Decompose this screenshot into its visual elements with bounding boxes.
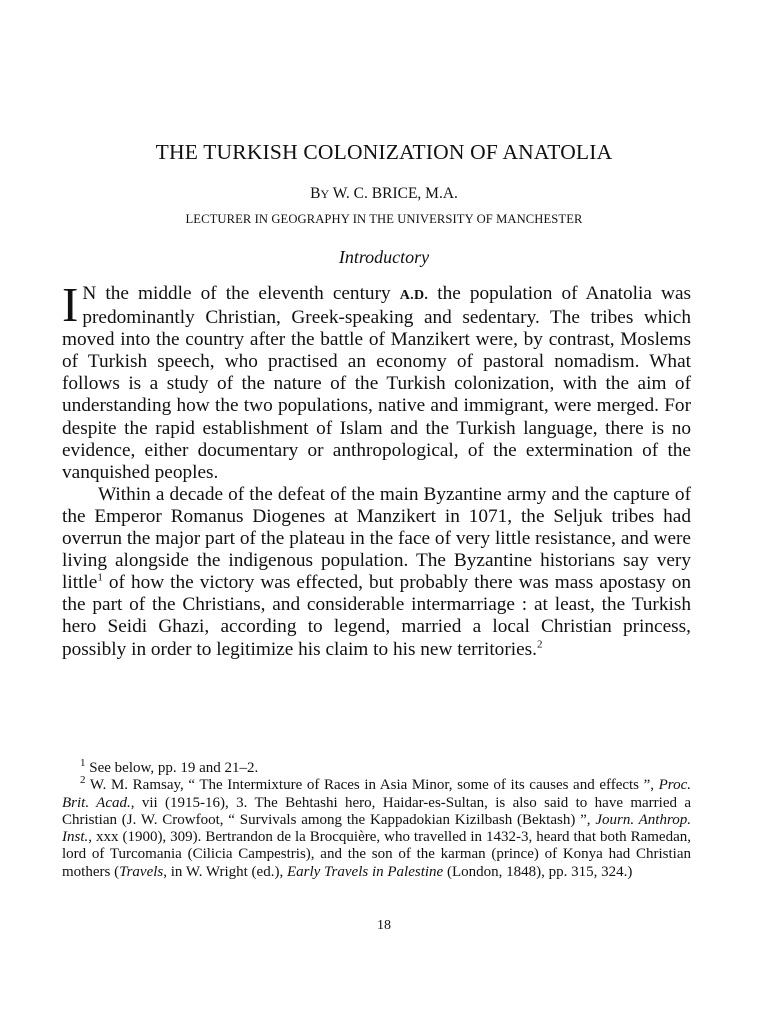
footnote-2-text-c: , vii (1915-16), 3. The Behtashi hero, Haidar-es-Sultan, is also said to have married a Christian (J. W. Crowfoot, “ Survivals among the Kappadokian Kizilbash (Bektash) ”, (62, 794, 691, 828)
footnote-2-text-g: , in W. Wright (ed.), (163, 863, 287, 880)
footnote-1-mark: 1 (80, 757, 86, 769)
author-affiliation: LECTURER IN GEOGRAPHY IN THE UNIVERSITY OF MANCHESTER (185, 212, 583, 226)
footnote-ref-1[interactable]: 1 (97, 571, 103, 584)
era-abbreviation: A.D. (399, 288, 429, 303)
drop-cap: I (62, 277, 79, 332)
paragraph-2-text-b: of how the victory was effected, but probably there was mass apostasy on the part of the Christians, and considerable intermarriage : at least, the Turkish hero Seidi Ghazi, according to legend, married a local Christian princess, possibly in order to legitimize his claim to his new territories. (62, 572, 691, 660)
section-heading: Introductory (338, 247, 430, 267)
paragraph-2 (62, 484, 691, 661)
footnote-2-mark: 2 (80, 774, 86, 787)
footnotes (62, 757, 691, 881)
byline (0, 185, 768, 203)
body-text (62, 277, 692, 661)
footnote-2-text-a: W. M. Ramsay, “ The Intermixture of Races in Asia Minor, some of its causes and effects ”, (85, 777, 659, 794)
footnote-2-text-e: , xxx (1900), 309). Bertrandon de la Brocquière, who travelled in 1432-3, heard that both Ramedan, lord of Turcomania (Cilicia Campestris), and the son of the karman (prince) of Konya had Christian mothers ( (62, 829, 691, 880)
page-number: 18 (377, 918, 391, 933)
paragraph-2-text-a: Within a decade of the defeat of the main Byzantine army and the capture of the Emperor Romanus Diogenes at Manzikert in 1071, the Seljuk tribes had overrun the major part of the plateau in the face of very little resistance, and were living alongside the indigenous population. The Byzantine historians say very little (62, 483, 691, 594)
paragraph-1-text-b: the population of Anatolia was predominantly Christian, Greek-speaking and sedentary. The tribes which moved into the country after the battle of Manzikert were, by contrast, Moslems of Turkish speech, who practised an economy of pastoral nomadism. What follows is a study of the nature of the Turkish colonization, with the aim of understanding how the two populations, native and immigrant, were merged. For despite the rapid establishment of Islam and the Turkish language, there is no evidence, either documentary or anthropological, of the extermination of the vanquished peoples. (62, 283, 692, 483)
paragraph-1-text-a: N the middle of the eleventh century (82, 283, 400, 304)
article-title: THE TURKISH COLONIZATION OF ANATOLIA (155, 140, 613, 164)
author-name: W. C. BRICE, M.A. (332, 185, 458, 202)
footnote-2-text-i: (London, 1848), pp. 315, 324.) (443, 863, 633, 880)
book-title-travels: Travels (119, 863, 164, 880)
paragraph-1 (62, 277, 692, 484)
journal-title-proc-brit-acad: Proc. Brit. Acad. (62, 777, 691, 811)
footnote-ref-2[interactable]: 2 (536, 638, 543, 651)
journal-title-journ-anthrop-inst: Journ. Anthrop. Inst. (62, 811, 691, 846)
book-title-early-travels: Early Travels in Palestine (286, 863, 444, 880)
byline-prefix-cap: B (310, 185, 321, 202)
footnote-1 (62, 757, 691, 777)
footnote-1-text: See below, pp. 19 and 21–2. (85, 760, 259, 776)
byline-prefix-rest: Y (320, 187, 330, 201)
footnote-2 (62, 774, 691, 881)
